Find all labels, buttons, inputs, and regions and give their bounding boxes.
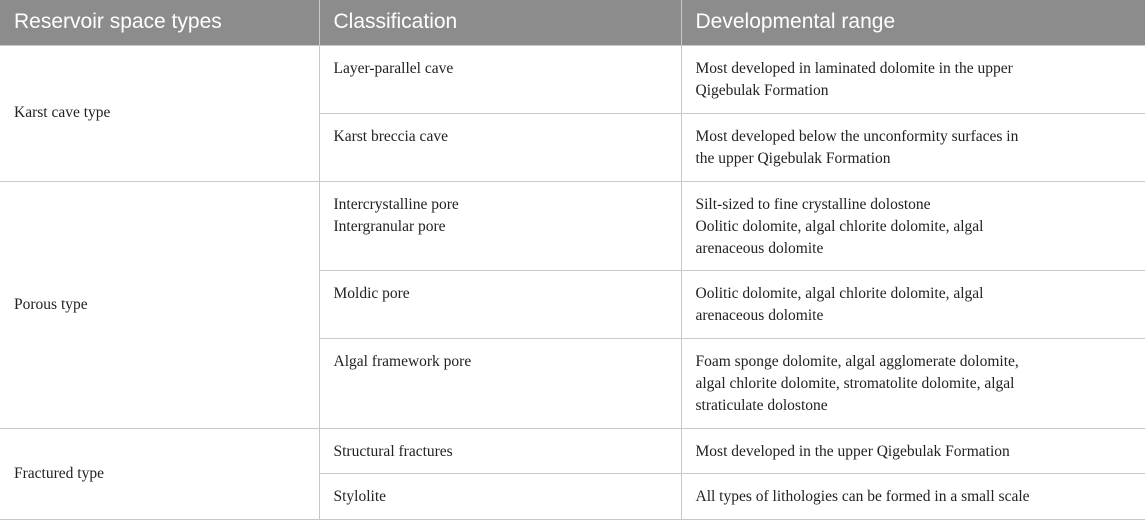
classification-text: Structural fractures	[333, 442, 453, 460]
classification-text: Layer-parallel cave	[333, 59, 454, 77]
range-cell	[681, 181, 1145, 270]
header-classification: Classification	[319, 0, 681, 45]
classification-text: Karst breccia cave	[333, 127, 448, 145]
range-text: Silt-sized to fine crystalline dolostone	[695, 195, 931, 213]
classification-text: Stylolite	[333, 487, 387, 505]
classification-cell	[319, 181, 681, 270]
classification-cell	[319, 338, 681, 428]
range-cell	[681, 113, 1145, 181]
header-reservoir-space-types: Reservoir space types	[0, 0, 319, 45]
table-row	[0, 181, 1145, 270]
range-text: Qigebulak Formation	[695, 81, 829, 99]
range-cell	[681, 45, 1145, 113]
range-text: Oolitic dolomite, algal chlorite dolomite, algal	[695, 284, 984, 302]
range-text: Most developed in the upper Qigebulak Formation	[695, 442, 1010, 460]
range-text: arenaceous dolomite	[695, 239, 824, 257]
group-cell-porous: Porous type	[0, 181, 319, 428]
range-cell	[681, 428, 1145, 473]
range-text: straticulate dolostone	[695, 396, 828, 414]
classification-cell	[319, 113, 681, 181]
range-cell	[681, 338, 1145, 428]
classification-cell	[319, 473, 681, 519]
range-text: Most developed below the unconformity surfaces in	[695, 127, 1019, 145]
classification-text: Algal framework pore	[333, 352, 472, 370]
range-text: algal chlorite dolomite, stromatolite dolomite, algal	[695, 374, 1015, 392]
table-row	[0, 428, 1145, 473]
classification-text: Intercrystalline pore	[333, 195, 459, 213]
classification-cell	[319, 45, 681, 113]
range-text: Most developed in laminated dolomite in the upper	[695, 59, 1013, 77]
table-row	[0, 45, 1145, 113]
header-developmental-range: Developmental range	[681, 0, 1145, 45]
group-cell-fractured: Fractured type	[0, 428, 319, 519]
classification-cell	[319, 270, 681, 338]
range-cell	[681, 270, 1145, 338]
range-text: All types of lithologies can be formed in a small scale	[695, 487, 1030, 505]
range-text: arenaceous dolomite	[695, 306, 824, 324]
range-text: Foam sponge dolomite, algal agglomerate dolomite,	[695, 352, 1019, 370]
group-cell-karst-cave: Karst cave type	[0, 45, 319, 181]
classification-text: Moldic pore	[333, 284, 410, 302]
classification-text: Intergranular pore	[333, 217, 446, 235]
range-text: the upper Qigebulak Formation	[695, 149, 891, 167]
classification-cell	[319, 428, 681, 473]
table-header-row	[0, 0, 1145, 45]
range-cell	[681, 473, 1145, 519]
range-text: Oolitic dolomite, algal chlorite dolomite, algal	[695, 217, 984, 235]
